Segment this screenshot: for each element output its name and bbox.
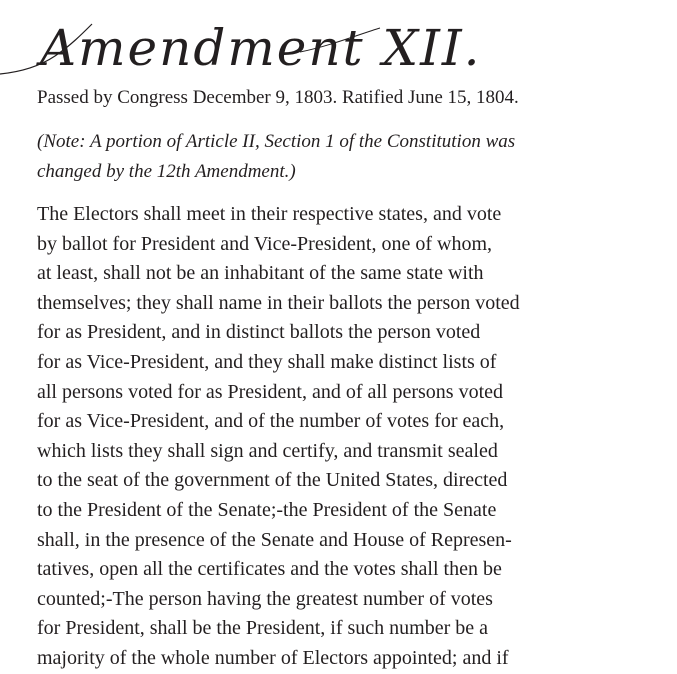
body-line: by ballot for President and Vice-President, one of whom, xyxy=(37,232,492,255)
note-line: (Note: A portion of Article II, Section 1 of the Constitution was xyxy=(37,131,516,152)
body-line: for President, shall be the President, if such number be a xyxy=(37,617,488,640)
body-line: for as Vice-President, and of the number of votes for each, xyxy=(37,410,505,433)
body-line: which lists they shall sign and certify, and transmit sealed xyxy=(37,439,498,462)
body-line: for as President, and in distinct ballots the person voted xyxy=(37,321,481,344)
title-block xyxy=(0,0,677,85)
note-paragraph xyxy=(37,127,577,187)
body-line: shall, in the presence of the Senate and House of Represen- xyxy=(37,528,512,551)
page-title: Amendment XII. xyxy=(40,19,482,77)
passed-ratified-line: Passed by Congress December 9, 1803. Ratified June 15, 1804. xyxy=(37,87,519,108)
amendment-body xyxy=(37,200,577,674)
body-line: themselves; they shall name in their ballots the person voted xyxy=(37,291,520,314)
body-line: to the President of the Senate;-the President of the Senate xyxy=(37,498,497,521)
body-line: counted;-The person having the greatest number of votes xyxy=(37,587,493,610)
body-line: all persons voted for as President, and of all persons voted xyxy=(37,380,504,403)
body-line: The Electors shall meet in their respective states, and vote xyxy=(37,203,502,225)
body-line: for as Vice-President, and they shall make distinct lists of xyxy=(37,350,497,373)
note-line: changed by the 12th Amendment.) xyxy=(37,161,296,182)
body-line: to the seat of the government of the United States, directed xyxy=(37,469,508,492)
body-line: tatives, open all the certificates and the votes shall then be xyxy=(37,558,502,581)
body-line: majority of the whole number of Electors appointed; and if xyxy=(37,646,509,669)
body-line: at least, shall not be an inhabitant of the same state with xyxy=(37,262,484,285)
